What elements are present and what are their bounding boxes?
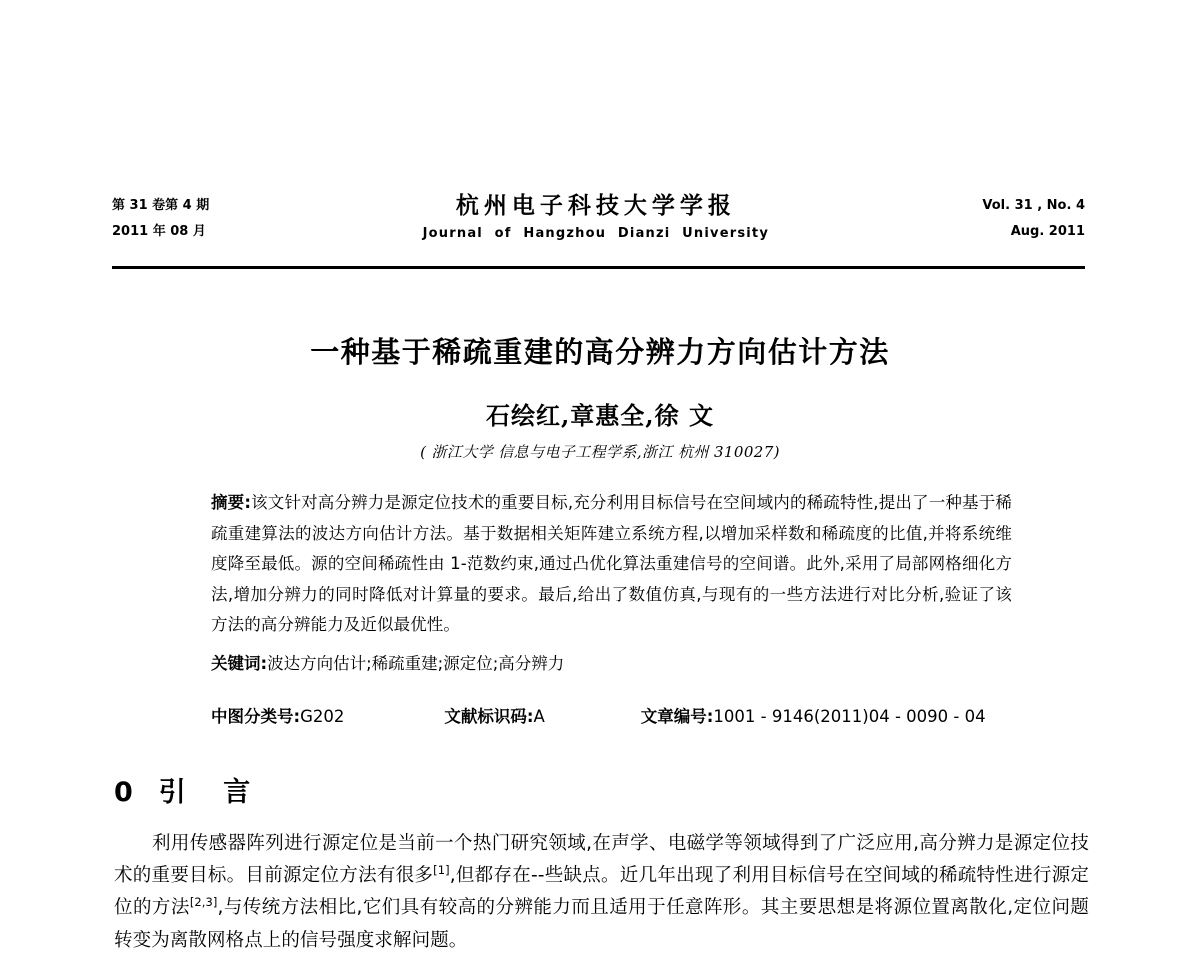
citation-reference-1: [1] <box>433 863 450 878</box>
author-affiliation: ( 浙江大学 信息与电子工程学系,浙江 杭州 310027) <box>420 443 780 461</box>
page-title: 一种基于稀疏重建的高分辨力方向估计方法 <box>310 335 890 369</box>
body-text-block <box>114 828 1089 957</box>
volume-issue-cn: 第 31 卷第 4 期 <box>112 198 210 213</box>
masthead-right <box>982 193 1085 245</box>
abstract-label: 摘要: <box>211 493 252 512</box>
keywords-label: 关键词: <box>211 653 268 673</box>
masthead-divider-rule <box>112 266 1085 269</box>
abstract-paragraph <box>211 488 1012 641</box>
publication-date-cn: 2011 年 08 月 <box>112 224 206 239</box>
citation-reference-2: [2,3] <box>189 895 218 910</box>
section-title: 引 言 <box>158 777 265 808</box>
body-text-part-1: 利用传感器阵列进行源定位是当前一个热门研究领域,在声学、电磁学等领域得到了广泛应用,高分辨力是源定位技术的重要目标。目前源定位方法有很多 <box>114 833 1089 887</box>
document-code <box>444 703 544 731</box>
body-paragraph <box>114 828 1089 957</box>
publication-date-en: Aug. 2011 <box>1010 224 1085 239</box>
article-number-label: 文章编号: <box>640 707 714 726</box>
body-text-part-2: ,但都存在--些缺点。近几年出现了利用目标信号在空间域的稀疏特性进行源定位的方法 <box>114 865 1089 919</box>
section-number: 0 <box>114 777 133 808</box>
volume-issue-en: Vol. 31 , No. 4 <box>982 198 1085 213</box>
clc-label: 中图分类号: <box>211 707 301 726</box>
article-number-value: 1001 - 9146(2011)04 - 0090 - 04 <box>713 707 986 726</box>
keywords-text: 波达方向估计;稀疏重建;源定位;高分辨力 <box>267 653 565 673</box>
classification-line <box>211 703 1012 731</box>
document-code-value: A <box>533 707 545 726</box>
journal-title-cn: 杭州电子科技大学学报 <box>455 193 736 219</box>
abstract-block <box>211 488 1012 679</box>
body-text-part-3: ,与传统方法相比,它们具有较高的分辨能力而且适用于任意阵形。其主要思想是将源位置离散化,定位问题转变为离散网格点上的信号强度求解问题。 <box>114 897 1089 951</box>
masthead-left <box>112 193 209 245</box>
article-number <box>641 703 986 731</box>
document-code-label: 文献标识码: <box>444 707 534 726</box>
author-list: 石绘红,章惠全,徐 文 <box>485 401 715 430</box>
clc-number <box>211 703 344 731</box>
masthead-center <box>209 191 982 245</box>
journal-title-en: Journal of Hangzhou Dianzi University <box>422 226 770 241</box>
clc-value: G202 <box>300 707 345 726</box>
masthead <box>112 193 1085 245</box>
abstract-text: 该文针对高分辨力是源定位技术的重要目标,充分利用目标信号在空间域内的稀疏特性,提出了一种基于稀疏重建算法的波达方向估计方法。基于数据相关矩阵建立系统方程,以增加采样数和稀疏度的比值,并将系统维度降至最低。源的空间稀疏性由 1-范数约束,通过凸优化算法重建信号的空间谱。此外,采用了局部网格细化方法,增加分辨力的同时降低对计算量的要求。最后,给出了数值仿真,与现有的一些方法进行对比分析,验证了该方法的高分辨能力及近似最优性。 <box>211 493 1012 634</box>
section-heading-0 <box>114 775 264 811</box>
keywords-line <box>211 649 1012 680</box>
